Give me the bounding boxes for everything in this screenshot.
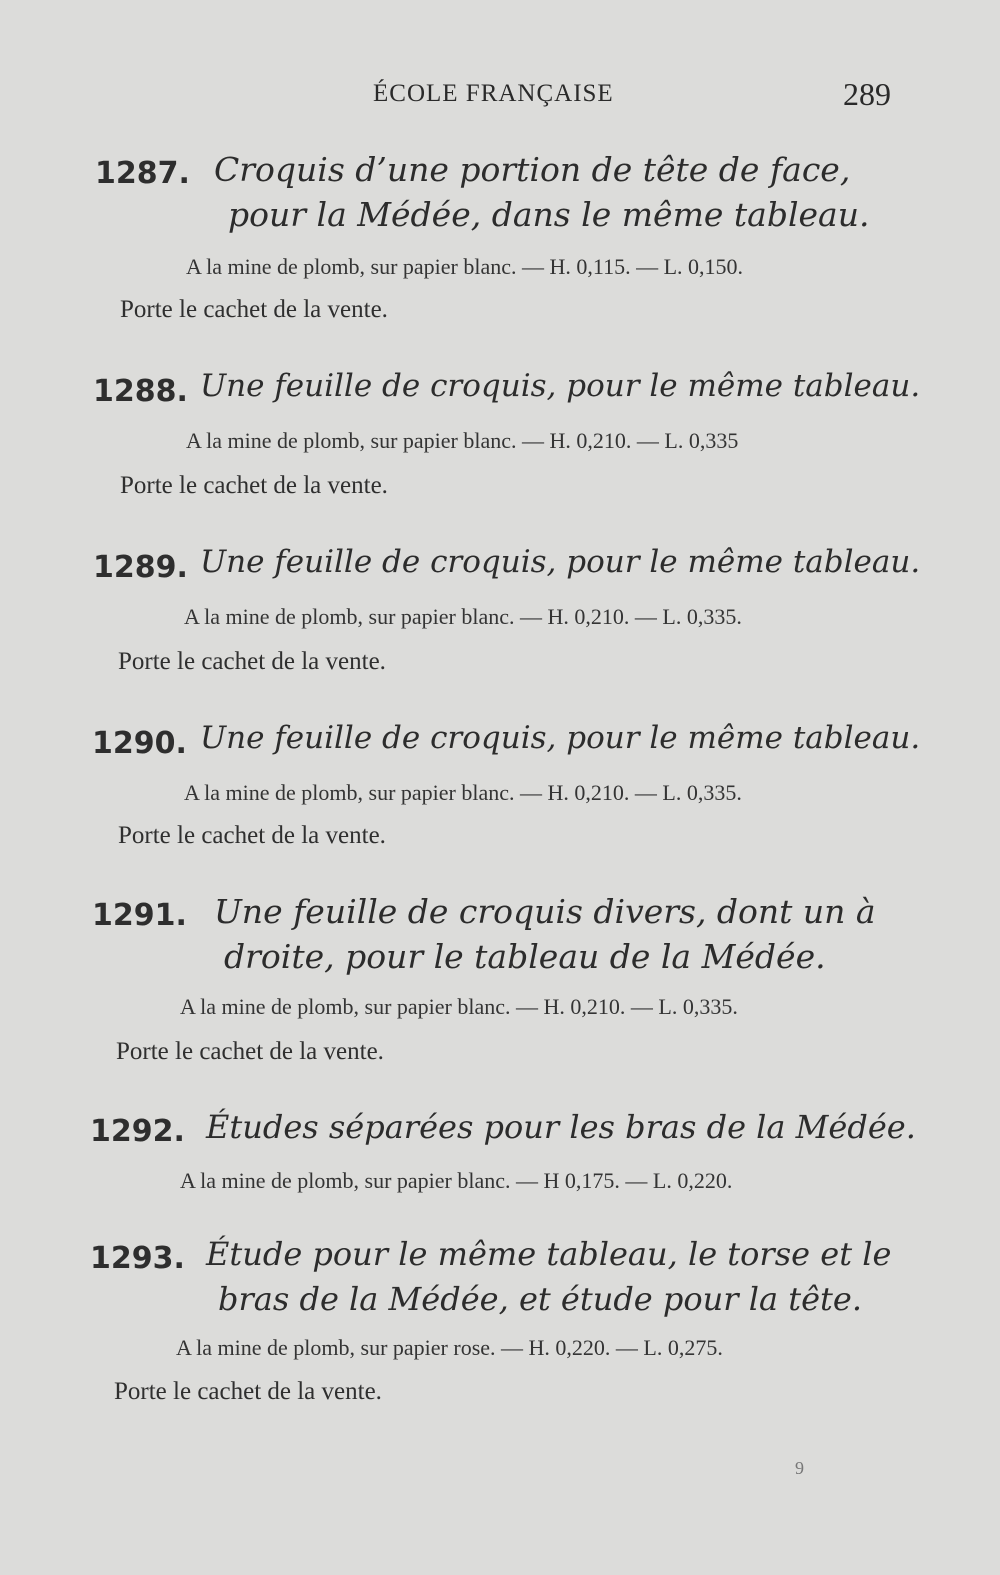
entry-stamp-note: Porte le cachet de la vente. <box>118 648 386 675</box>
running-header-title: ÉCOLE FRANÇAISE <box>373 80 614 107</box>
entry-title-line-1: Une feuille de croquis divers, dont un à <box>214 892 876 931</box>
entry-medium: A la mine de plomb, sur papier blanc. — H. 0,210. — L. 0,335. <box>180 994 738 1019</box>
entry-title-line-1: Une feuille de croquis, pour le même tableau. <box>200 544 921 580</box>
entry-number: 1292. <box>90 1114 185 1149</box>
entry-title-line-2: pour la Médée, dans le même tableau. <box>228 195 870 234</box>
entry-medium: A la mine de plomb, sur papier blanc. — H. 0,210. — L. 0,335 <box>186 428 739 453</box>
entry-title-line-1: Étude pour le même tableau, le torse et le <box>206 1235 892 1273</box>
entry-number: 1288. <box>93 374 188 409</box>
entry-title-line-1: Croquis d’une portion de tête de face, <box>214 150 851 189</box>
entry-title-line-1: Une feuille de croquis, pour le même tableau. <box>200 368 921 404</box>
entry-stamp-note: Porte le cachet de la vente. <box>114 1378 382 1405</box>
entry-title-line-1: Une feuille de croquis, pour le même tableau. <box>200 720 921 756</box>
entry-stamp-note: Porte le cachet de la vente. <box>116 1038 384 1065</box>
entry-number: 1287. <box>95 156 190 191</box>
entry-title-line-2: droite, pour le tableau de la Médée. <box>224 937 826 976</box>
entry-stamp-note: Porte le cachet de la vente. <box>120 296 388 323</box>
entry-number: 1291. <box>92 898 187 933</box>
entry-stamp-note: Porte le cachet de la vente. <box>118 822 386 849</box>
entry-medium: A la mine de plomb, sur papier blanc. — H. 0,115. — L. 0,150. <box>186 254 744 279</box>
page-number: 289 <box>843 76 891 112</box>
entry-medium: A la mine de plomb, sur papier rose. — H. 0,220. — L. 0,275. <box>176 1335 723 1360</box>
entry-title-line-1: Études séparées pour les bras de la Médée. <box>206 1108 916 1146</box>
entry-medium: A la mine de plomb, sur papier blanc. — H 0,175. — L. 0,220. <box>180 1168 733 1193</box>
entry-title-line-2: bras de la Médée, et étude pour la tête. <box>218 1280 862 1318</box>
signature-mark: 9 <box>795 1458 804 1478</box>
entry-number: 1293. <box>90 1241 185 1276</box>
entry-medium: A la mine de plomb, sur papier blanc. — H. 0,210. — L. 0,335. <box>184 780 742 805</box>
entry-number: 1290. <box>92 726 187 761</box>
entry-stamp-note: Porte le cachet de la vente. <box>120 472 388 499</box>
entry-medium: A la mine de plomb, sur papier blanc. — H. 0,210. — L. 0,335. <box>184 604 742 629</box>
entry-number: 1289. <box>93 550 188 585</box>
